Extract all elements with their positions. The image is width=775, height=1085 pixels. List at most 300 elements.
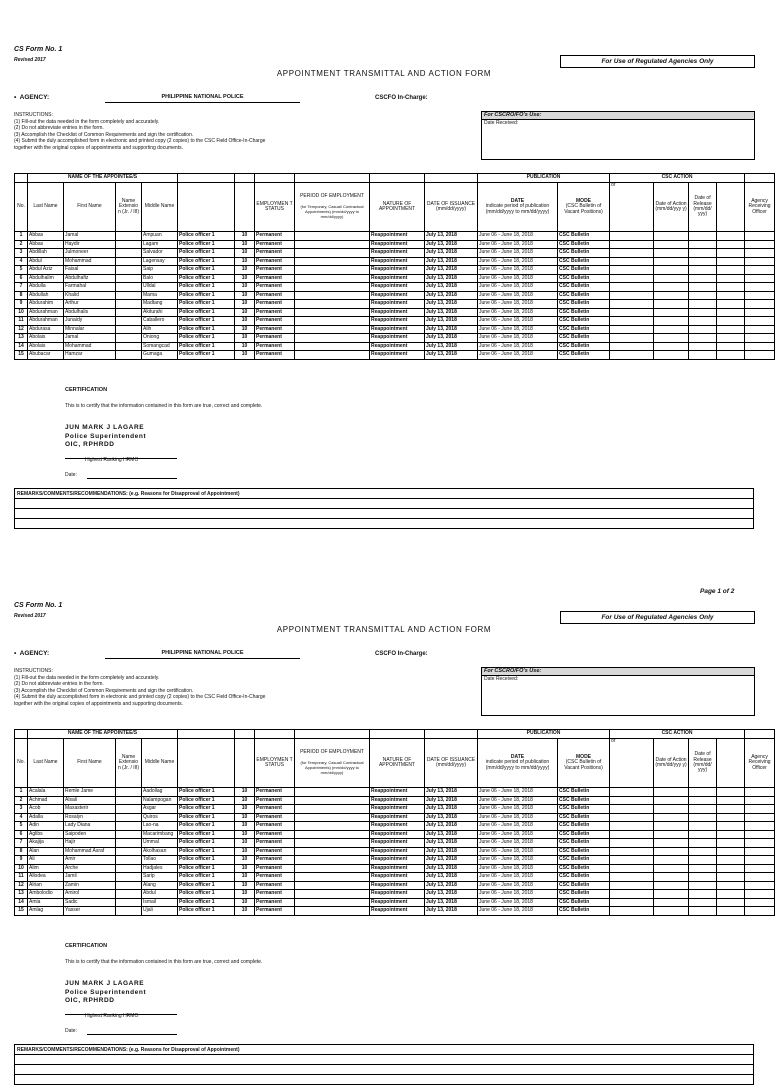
pub-date-cell: June 06 - June 18, 2018	[478, 283, 558, 292]
remarks-line[interactable]	[15, 1075, 754, 1085]
row-number: 12	[15, 325, 28, 334]
period-cell	[295, 334, 370, 343]
level-cell: 10	[235, 325, 255, 334]
release-date-cell	[689, 796, 717, 805]
date-received-label: Date Received:	[484, 120, 519, 126]
blank-cell	[717, 873, 745, 882]
position-cell: Police officer 1	[178, 274, 235, 283]
action-date-cell	[654, 907, 689, 916]
period-cell	[295, 283, 370, 292]
nature-cell: Reappointment	[370, 890, 425, 899]
middle-name-cell: Sarip	[142, 873, 178, 882]
page-2	[0, 556, 771, 1053]
action-cell	[610, 283, 654, 292]
release-date-cell	[689, 325, 717, 334]
officer-cell	[745, 325, 775, 334]
position-cell: Police officer 1	[178, 830, 235, 839]
release-date-cell	[689, 232, 717, 241]
name-extension-cell	[116, 805, 142, 814]
row-number: 9	[15, 300, 28, 309]
blank-cell	[717, 856, 745, 865]
issuance-cell: July 13, 2018	[425, 283, 478, 292]
certification-text: This is to certify that the information contained in this form are true, correct and complete.	[65, 959, 263, 965]
col-pub-date: DATE indicate period of publication (mm/dd/yyyy to mm/dd/yyyy)	[478, 183, 558, 232]
row-number: 10	[15, 864, 28, 873]
table-row	[15, 873, 775, 882]
period-cell	[295, 249, 370, 258]
issuance-cell: July 13, 2018	[425, 839, 478, 848]
first-name-cell: Jamil	[64, 873, 116, 882]
last-name-cell: Ambolodio	[28, 890, 64, 899]
cscro-heading: For CSCRO/FO's Use:	[482, 668, 754, 676]
row-number: 5	[15, 266, 28, 275]
position-cell: Police officer 1	[178, 856, 235, 865]
pub-date-cell: June 06 - June 18, 2018	[478, 881, 558, 890]
pub-date-cell: June 06 - June 18, 2018	[478, 240, 558, 249]
table-row	[15, 334, 775, 343]
issuance-cell: July 13, 2018	[425, 257, 478, 266]
pub-mode-cell: CSC Bulletin	[558, 890, 610, 899]
last-name-cell: Alim	[28, 864, 64, 873]
employment-status-cell: Permanent	[255, 249, 295, 258]
pub-mode-cell: CSC Bulletin	[558, 232, 610, 241]
date-label: Date:	[65, 1028, 77, 1034]
row-number: 4	[15, 813, 28, 822]
row-number: 12	[15, 881, 28, 890]
blank-cell	[717, 232, 745, 241]
last-name-cell: Abdurahman	[28, 308, 64, 317]
pub-mode-cell: CSC Bulletin	[558, 796, 610, 805]
col-employment-status: EMPLOYMEN T STATUS	[255, 183, 295, 232]
middle-name-cell: Quiros	[142, 813, 178, 822]
first-name-cell: Hamzar	[64, 351, 116, 360]
blank-cell	[717, 788, 745, 797]
middle-name-cell: Hadjales	[142, 864, 178, 873]
issuance-cell: July 13, 2018	[425, 274, 478, 283]
period-cell	[295, 232, 370, 241]
level-cell: 10	[235, 890, 255, 899]
employment-status-cell: Permanent	[255, 300, 295, 309]
officer-cell	[745, 283, 775, 292]
row-number: 4	[15, 257, 28, 266]
officer-cell	[745, 813, 775, 822]
position-cell: Police officer 1	[178, 813, 235, 822]
middle-name-cell: Ujali	[142, 907, 178, 916]
action-date-cell	[654, 890, 689, 899]
last-name-cell: Ali	[28, 856, 64, 865]
issuance-cell: July 13, 2018	[425, 266, 478, 275]
nature-cell: Reappointment	[370, 300, 425, 309]
first-name-cell: Arche	[64, 864, 116, 873]
table-row	[15, 300, 775, 309]
position-cell: Police officer 1	[178, 342, 235, 351]
remarks-line[interactable]	[15, 1065, 754, 1075]
officer-cell	[745, 266, 775, 275]
employment-status-cell: Permanent	[255, 788, 295, 797]
last-name-cell: Abdillah	[28, 249, 64, 258]
officer-cell	[745, 249, 775, 258]
signatory-role: Highest Ranking HRMO	[85, 457, 139, 463]
last-name-cell: Acalala	[28, 788, 64, 797]
officer-cell	[745, 308, 775, 317]
middle-name-cell: Somangcad	[142, 342, 178, 351]
row-number: 14	[15, 898, 28, 907]
employment-status-cell: Permanent	[255, 257, 295, 266]
officer-cell	[745, 881, 775, 890]
row-number: 14	[15, 342, 28, 351]
middle-name-cell: Lagensay	[142, 257, 178, 266]
blank-cell	[717, 822, 745, 831]
nature-cell: Reappointment	[370, 907, 425, 916]
issuance-cell: July 13, 2018	[425, 830, 478, 839]
col-pub-mode: MODE (CSC Bulletin of Vacant Positions)	[558, 739, 610, 788]
table-row	[15, 898, 775, 907]
nature-cell: Reappointment	[370, 830, 425, 839]
action-date-cell	[654, 308, 689, 317]
period-cell	[295, 830, 370, 839]
name-extension-cell	[116, 847, 142, 856]
officer-cell	[745, 317, 775, 326]
remarks-line[interactable]	[15, 519, 754, 529]
level-cell: 10	[235, 813, 255, 822]
table-row	[15, 291, 775, 300]
name-extension-cell	[116, 898, 142, 907]
level-cell: 10	[235, 856, 255, 865]
nature-cell: Reappointment	[370, 266, 425, 275]
first-name-cell: Minnalar	[64, 325, 116, 334]
action-date-cell	[654, 342, 689, 351]
col-blank	[717, 183, 745, 232]
pub-date-cell: June 06 - June 18, 2018	[478, 274, 558, 283]
first-name-cell: Rosalyn	[64, 813, 116, 822]
level-cell: 10	[235, 232, 255, 241]
action-date-cell	[654, 334, 689, 343]
last-name-cell: Abdul Aziz	[28, 266, 64, 275]
middle-name-cell: Gumaga	[142, 351, 178, 360]
release-date-cell	[689, 266, 717, 275]
officer-cell	[745, 796, 775, 805]
row-number: 6	[15, 830, 28, 839]
pub-mode-cell: CSC Bulletin	[558, 308, 610, 317]
position-cell: Police officer 1	[178, 864, 235, 873]
last-name-cell: Abolais	[28, 334, 64, 343]
issuance-cell: July 13, 2018	[425, 822, 478, 831]
cscro-heading: For CSCRO/FO's Use:	[482, 112, 754, 120]
pub-mode-cell: CSC Bulletin	[558, 257, 610, 266]
pub-mode-cell: CSC Bulletin	[558, 839, 610, 848]
name-extension-cell	[116, 291, 142, 300]
action-date-cell	[654, 822, 689, 831]
issuance-cell: July 13, 2018	[425, 796, 478, 805]
csc-action-header: CSC ACTION	[610, 174, 745, 183]
date-received-label: Date Received:	[484, 676, 519, 682]
issuance-cell: July 13, 2018	[425, 351, 478, 360]
level-cell: 10	[235, 317, 255, 326]
middle-name-cell: Macarimbang	[142, 830, 178, 839]
publication-header: PUBLICATION	[478, 174, 610, 183]
officer-cell	[745, 232, 775, 241]
pub-date-cell: June 06 - June 18, 2018	[478, 813, 558, 822]
period-cell	[295, 813, 370, 822]
remarks-label: REMARKS/COMMENTS/RECOMMENDATIONS: (e.g. Reasons for Disapproval of Appointment)	[15, 1045, 754, 1055]
col-level	[235, 739, 255, 788]
col-employment-status: EMPLOYMEN T STATUS	[255, 739, 295, 788]
issuance-cell: July 13, 2018	[425, 864, 478, 873]
first-name-cell: Farmahal	[64, 283, 116, 292]
level-cell: 10	[235, 907, 255, 916]
pub-date-cell: June 06 - June 18, 2018	[478, 847, 558, 856]
blank-cell	[717, 291, 745, 300]
col-name-extension: Name Extensio n (Jr. / III)	[116, 183, 142, 232]
blank-cell	[717, 839, 745, 848]
middle-name-cell: Asgar	[142, 805, 178, 814]
pub-date-cell: June 06 - June 18, 2018	[478, 907, 558, 916]
cscfo-label: CSCFO In-Charge:	[375, 651, 428, 657]
revised-label: Revised 2017	[14, 613, 46, 619]
signatory-role: Highest Ranking HRMO	[85, 1013, 139, 1019]
blank-cell	[717, 881, 745, 890]
row-number: 5	[15, 822, 28, 831]
pub-mode-cell: CSC Bulletin	[558, 822, 610, 831]
col-nature: NATURE OF APPOINTMENT	[370, 183, 425, 232]
table-row	[15, 249, 775, 258]
action-date-cell	[654, 847, 689, 856]
name-extension-cell	[116, 839, 142, 848]
blank-cell	[717, 830, 745, 839]
middle-name-cell: Nalampogan	[142, 796, 178, 805]
middle-name-cell: Oniong	[142, 334, 178, 343]
last-name-cell: Allodea	[28, 873, 64, 882]
last-name-cell: Abdulla	[28, 283, 64, 292]
action-cell	[610, 300, 654, 309]
name-extension-cell	[116, 325, 142, 334]
level-cell: 10	[235, 864, 255, 873]
row-number: 9	[15, 856, 28, 865]
employment-status-cell: Permanent	[255, 317, 295, 326]
first-name-cell: Zamin	[64, 881, 116, 890]
officer-cell	[745, 856, 775, 865]
pub-date-cell: June 06 - June 18, 2018	[478, 351, 558, 360]
action-cell	[610, 856, 654, 865]
pub-date-cell: June 06 - June 18, 2018	[478, 300, 558, 309]
table-row	[15, 907, 775, 916]
action-date-cell	[654, 864, 689, 873]
col-period: PERIOD OF EMPLOYMENT (for Temporary, Casual/ Contractual Appointments) (mm/dd/yyyy to mm/dd/yyyy)	[295, 739, 370, 788]
nature-cell: Reappointment	[370, 822, 425, 831]
first-name-cell: Faisal	[64, 266, 116, 275]
name-group-header: NAME OF THE APPOINTEE/S	[28, 730, 178, 739]
nature-cell: Reappointment	[370, 325, 425, 334]
pub-date-cell: June 06 - June 18, 2018	[478, 839, 558, 848]
pub-mode-cell: CSC Bulletin	[558, 873, 610, 882]
middle-name-cell: Akiturahi	[142, 308, 178, 317]
position-cell: Police officer 1	[178, 839, 235, 848]
first-name-cell: Arthur	[64, 300, 116, 309]
officer-cell	[745, 890, 775, 899]
middle-name-cell: Caballero	[142, 317, 178, 326]
employment-status-cell: Permanent	[255, 813, 295, 822]
officer-cell	[745, 351, 775, 360]
name-extension-cell	[116, 342, 142, 351]
row-number: 11	[15, 317, 28, 326]
blank-cell	[717, 317, 745, 326]
action-cell	[610, 898, 654, 907]
issuance-cell: July 13, 2018	[425, 856, 478, 865]
position-cell: Police officer 1	[178, 881, 235, 890]
blank-cell	[717, 805, 745, 814]
employment-status-cell: Permanent	[255, 334, 295, 343]
instruction-line: (3) Accomplish the Checklist of Common Requirements and sign the certification.	[14, 131, 194, 138]
middle-name-cell: Alih	[142, 325, 178, 334]
pub-mode-cell: CSC Bulletin	[558, 805, 610, 814]
blank-cell	[717, 274, 745, 283]
first-name-cell: Jamal	[64, 334, 116, 343]
col-no-top	[15, 730, 28, 739]
officer-cell	[745, 830, 775, 839]
last-name-cell: Abubacar	[28, 351, 64, 360]
period-cell	[295, 839, 370, 848]
regulated-use-box: For Use of Regulated Agencies Only	[560, 55, 755, 68]
middle-name-cell: Akolhasan	[142, 847, 178, 856]
last-name-cell: Adalla	[28, 813, 64, 822]
first-name-cell: Abdulhafiz	[64, 274, 116, 283]
action-cell	[610, 890, 654, 899]
last-name-cell: Alan	[28, 847, 64, 856]
officer-cell	[745, 788, 775, 797]
level-cell: 10	[235, 240, 255, 249]
position-cell: Police officer 1	[178, 334, 235, 343]
issuance-cell: July 13, 2018	[425, 308, 478, 317]
certification-heading: CERTIFICATION	[65, 387, 108, 393]
first-name-cell: Mohammad Asraf	[64, 847, 116, 856]
col-last-name: Last Name	[28, 183, 64, 232]
col-no-top	[15, 174, 28, 183]
signatory-rank: Police Superintendent	[65, 432, 147, 440]
middle-name-cell: Ummal	[142, 839, 178, 848]
pub-date-cell: June 06 - June 18, 2018	[478, 796, 558, 805]
table-row	[15, 257, 775, 266]
position-cell: Police officer 1	[178, 317, 235, 326]
nature-cell: Reappointment	[370, 813, 425, 822]
col-period: PERIOD OF EMPLOYMENT (for Temporary, Casual/ Contractual Appointments) (mm/dd/yyyy to mm/dd/yyyy)	[295, 183, 370, 232]
pub-date-cell: June 06 - June 18, 2018	[478, 342, 558, 351]
pub-mode-cell: CSC Bulletin	[558, 864, 610, 873]
first-name-cell: Yasser	[64, 907, 116, 916]
blank-cell	[717, 249, 745, 258]
period-cell	[295, 856, 370, 865]
last-name-cell: Abbas	[28, 232, 64, 241]
blank-cell	[717, 283, 745, 292]
col-action-or: or	[610, 739, 654, 788]
middle-name-cell: Saip	[142, 266, 178, 275]
employment-status-cell: Permanent	[255, 890, 295, 899]
name-extension-cell	[116, 274, 142, 283]
issuance-cell: July 13, 2018	[425, 300, 478, 309]
action-cell	[610, 291, 654, 300]
remarks-table	[14, 488, 754, 529]
officer-cell	[745, 274, 775, 283]
row-number: 15	[15, 351, 28, 360]
first-name-cell: Mohammad	[64, 342, 116, 351]
name-extension-cell	[116, 334, 142, 343]
table-row	[15, 890, 775, 899]
nature-cell: Reappointment	[370, 856, 425, 865]
action-date-cell	[654, 300, 689, 309]
name-extension-cell	[116, 813, 142, 822]
date-line	[87, 478, 177, 479]
officer-cell	[745, 864, 775, 873]
instructions	[14, 112, 484, 152]
middle-name-cell: Mama	[142, 291, 178, 300]
period-cell	[295, 300, 370, 309]
action-date-cell	[654, 873, 689, 882]
first-name-cell: Mohammad	[64, 257, 116, 266]
nature-cell: Reappointment	[370, 274, 425, 283]
employment-status-cell: Permanent	[255, 839, 295, 848]
employment-status-cell: Permanent	[255, 898, 295, 907]
action-date-cell	[654, 274, 689, 283]
remarks-line[interactable]	[15, 499, 754, 509]
last-name-cell: Achmad	[28, 796, 64, 805]
blank-cell	[717, 342, 745, 351]
last-name-cell: Abdurasa	[28, 325, 64, 334]
remarks-label: REMARKS/COMMENTS/RECOMMENDATIONS: (e.g. Reasons for Disapproval of Appointment)	[15, 489, 754, 499]
action-cell	[610, 847, 654, 856]
remarks-line[interactable]	[15, 509, 754, 519]
nature-cell: Reappointment	[370, 257, 425, 266]
action-cell	[610, 342, 654, 351]
issuance-cell: July 13, 2018	[425, 788, 478, 797]
publication-header: PUBLICATION	[478, 730, 610, 739]
period-cell	[295, 788, 370, 797]
table-row	[15, 308, 775, 317]
table-row	[15, 796, 775, 805]
action-date-cell	[654, 839, 689, 848]
officer-cell	[745, 805, 775, 814]
period-cell	[295, 907, 370, 916]
last-name-cell: Abbas	[28, 240, 64, 249]
pub-date-cell: June 06 - June 18, 2018	[478, 830, 558, 839]
level-cell: 10	[235, 334, 255, 343]
position-cell: Police officer 1	[178, 822, 235, 831]
date-line	[87, 1034, 177, 1035]
remarks-line[interactable]	[15, 1055, 754, 1065]
last-name-cell: Abdullah	[28, 291, 64, 300]
period-cell	[295, 325, 370, 334]
release-date-cell	[689, 283, 717, 292]
action-date-cell	[654, 283, 689, 292]
blank-cell	[717, 813, 745, 822]
action-cell	[610, 351, 654, 360]
level-cell: 10	[235, 274, 255, 283]
action-cell	[610, 873, 654, 882]
row-number: 2	[15, 796, 28, 805]
cscfo-label: CSCFO In-Charge:	[375, 95, 428, 101]
action-cell	[610, 805, 654, 814]
level-cell: 10	[235, 839, 255, 848]
name-extension-cell	[116, 881, 142, 890]
release-date-cell	[689, 873, 717, 882]
middle-name-cell: Lao-na	[142, 822, 178, 831]
col-release-date: Date of Release (mm/dd/ yyy)	[689, 183, 717, 232]
blank-cell	[717, 351, 745, 360]
name-extension-cell	[116, 796, 142, 805]
position-cell: Police officer 1	[178, 788, 235, 797]
signatory-office: OIC, RPHRDD	[65, 997, 115, 1004]
position-cell: Police officer 1	[178, 907, 235, 916]
period-cell	[295, 890, 370, 899]
name-extension-cell	[116, 308, 142, 317]
